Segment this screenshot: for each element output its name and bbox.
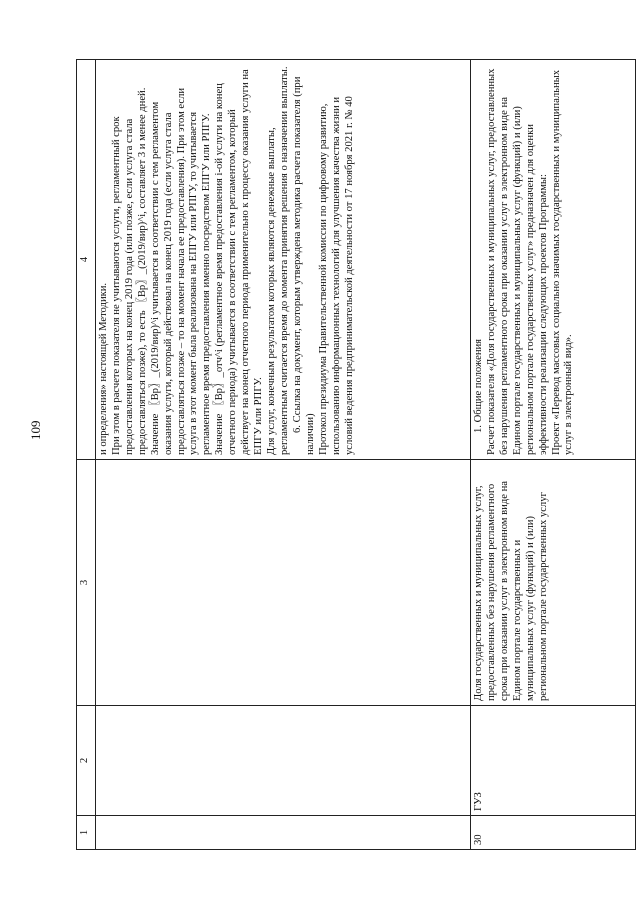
column-number-4: 4 (77, 60, 96, 460)
indicator-name-cell: Доля государственных и муниципальных услуг, предоставленных без нарушения регламентного срока при оказании услуг в электронном виде на Едином портале государственных и муниципальных услуг (функций) и (или) региональном портале государственных услуг (471, 460, 636, 706)
methodology-reference-heading: 6. Ссылка на документ, которым утверждена методика расчета показателя (при наличии) (291, 76, 316, 455)
methodology-text-cell (96, 60, 471, 460)
cell-col1-empty (96, 816, 471, 850)
methodology-paragraph: и определения» настоящей Методики. (98, 282, 109, 455)
column-number-2: 2 (77, 706, 96, 816)
rotated-table-container (76, 60, 626, 850)
general-provisions-heading: 1. Общие положения (473, 338, 484, 433)
methodology-paragraph: Значение 〖Вр〗_(2019/вир)^i учитывается в соответствии с тем регламентом оказания услуги, который действовал на конец 2019 года (если услуга стала предоставляться позже – то на момент начала ее предоставления). При этом если услуга в этот момент была реализована на ЕПГУ или РПГУ, то учитывается регламентное время предоставления именно посредством ЕПГУ или РПГУ. (149, 87, 213, 455)
page-number: 109 (28, 420, 43, 440)
table-row-continuation (96, 60, 471, 850)
cell-col2-empty (96, 706, 471, 816)
indicator-description-cell (471, 60, 636, 460)
methodology-paragraph: Значение 〖Вр〗_отч^i (регламентное время предоставления i-ой услуги на конец отчетного периода) учитывается в соответствии с тем регламентом, который действует на конец отчетного периода применительно к процессу оказания услуги на ЕПГУ или РПГУ. (214, 69, 265, 455)
indicator-table (76, 59, 636, 850)
methodology-paragraph: Для услуг, конечным результатом которых являются денежные выплаты, регламентным считается время до момента принятия решения о назначении выплаты. (265, 66, 290, 455)
description-paragraph: Расчет показателя «Доля государственных и муниципальных услуг, предоставленных без нарушения регламентного срока при оказании услуг в электронном виде на Едином портале государственных и муниципальных услуг (функций) и (или) региональном портале государственных услуг» предназначен для оценки эффективности реализации следующих проектов Программы: (485, 68, 549, 455)
column-number-1: 1 (77, 816, 96, 850)
description-paragraph: Проект «Перевод массовых социально значимых государственных и муниципальных услуг в электронный вид». (550, 69, 575, 455)
table-header-row (77, 60, 96, 850)
cell-col3-empty (96, 460, 471, 706)
column-number-3: 3 (77, 460, 96, 706)
methodology-paragraph: При этом в расчете показателя не учитываются услуги, регламентный срок предоставления которых на конец 2019 года (или позже, если услуга стала предоставляться позже), то есть 〖Вр〗_(2019/вир)^i, составляет 3 и менее дней. (110, 87, 148, 455)
methodology-reference-text: Протокол президиума Правительственной комиссии по цифровому развитию, использованию информационных технологий для улучшения качества жизни и условий ведения предпринимательской деятельности от 17 ноября 2021 г. № 40 (317, 96, 355, 455)
table-row-30 (471, 60, 636, 850)
indicator-code-cell: ГУЗ (471, 706, 636, 816)
row-number-cell: 30 (471, 816, 636, 850)
